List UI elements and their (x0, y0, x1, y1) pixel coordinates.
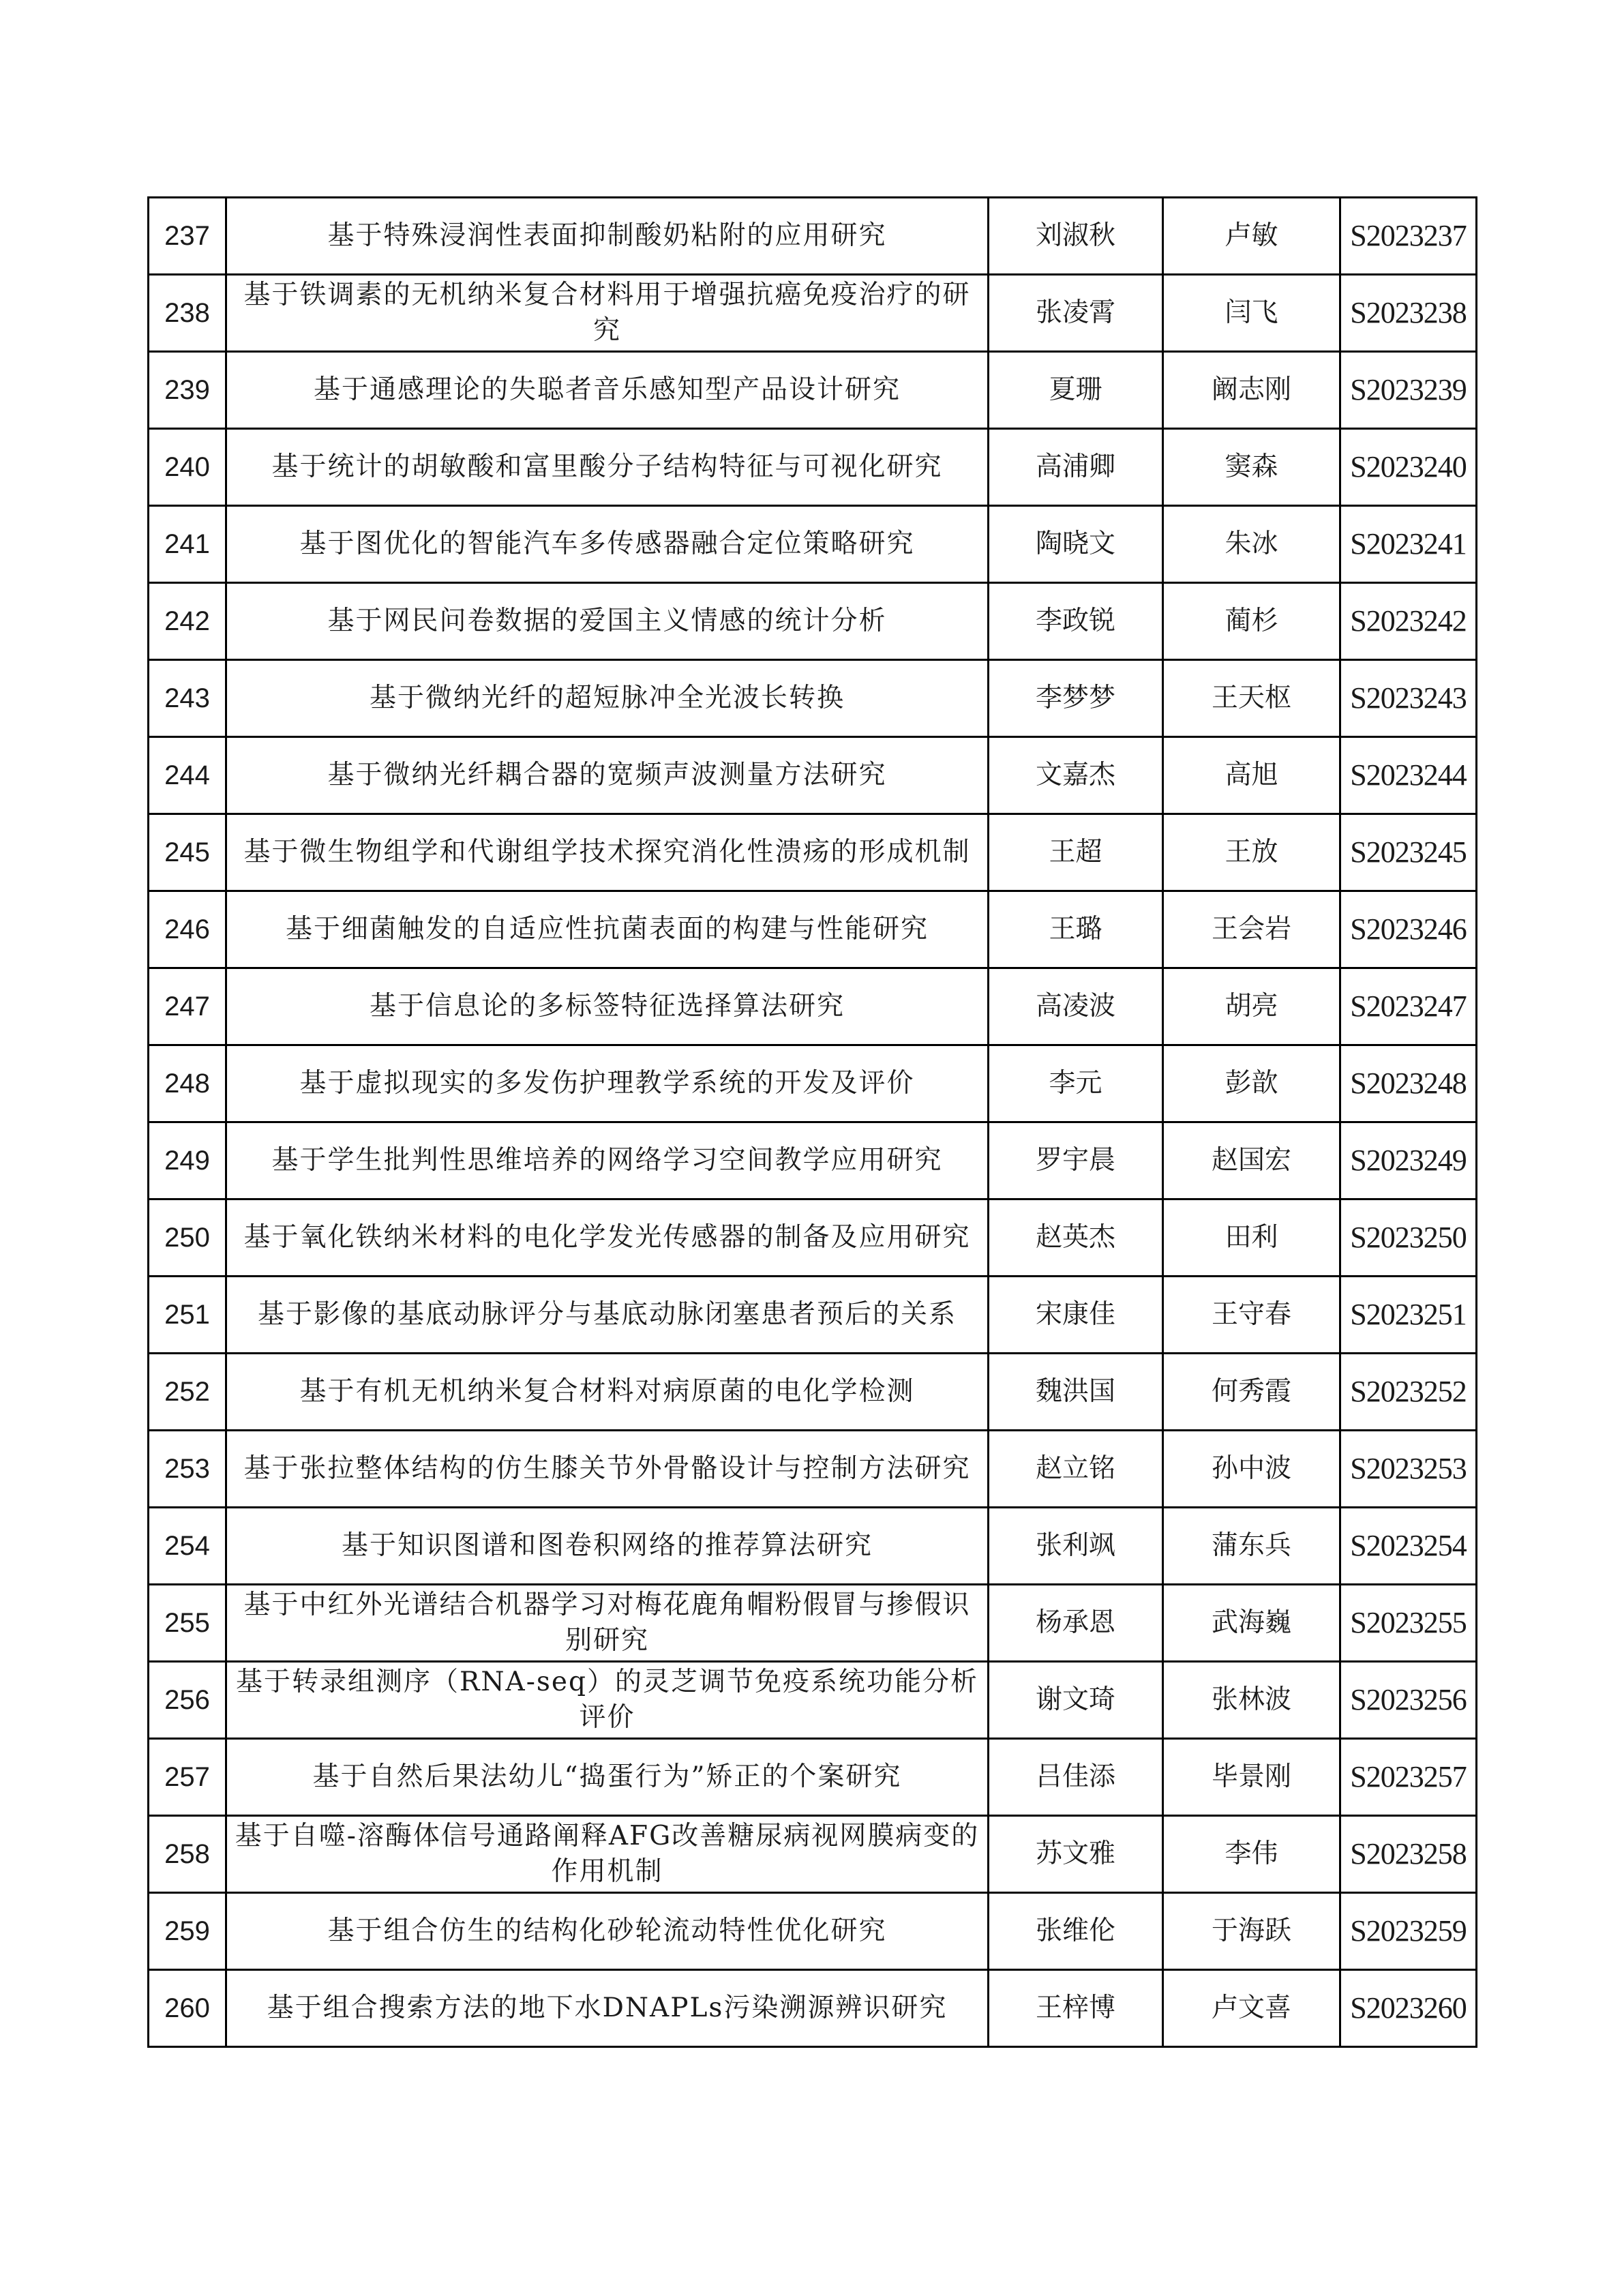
project-title: 基于有机无机纳米复合材料对病原菌的电化学检测 (226, 1354, 989, 1431)
project-title: 基于转录组测序（RNA-seq）的灵芝调节免疫系统功能分析评价 (226, 1662, 989, 1739)
advisor-name: 胡亮 (1163, 968, 1340, 1045)
project-title: 基于图优化的智能汽车多传感器融合定位策略研究 (226, 506, 989, 583)
row-number: 249 (149, 1122, 226, 1199)
project-title: 基于通感理论的失聪者音乐感知型产品设计研究 (226, 352, 989, 429)
table-row (149, 1508, 1477, 1585)
table-row (149, 660, 1477, 737)
table-row (149, 1122, 1477, 1199)
project-leader: 夏珊 (989, 352, 1163, 429)
project-title: 基于中红外光谱结合机器学习对梅花鹿角帽粉假冒与掺假识别研究 (226, 1585, 989, 1662)
table-row (149, 814, 1477, 891)
project-code: S2023241 (1340, 506, 1477, 583)
project-leader: 张维伦 (989, 1893, 1163, 1970)
project-code: S2023260 (1340, 1970, 1477, 2047)
project-title: 基于细菌触发的自适应性抗菌表面的构建与性能研究 (226, 891, 989, 968)
row-number: 258 (149, 1816, 226, 1893)
row-number: 250 (149, 1199, 226, 1277)
project-list-table (147, 196, 1477, 2048)
project-leader: 李梦梦 (989, 660, 1163, 737)
row-number: 255 (149, 1585, 226, 1662)
advisor-name: 窦森 (1163, 429, 1340, 506)
row-number: 251 (149, 1277, 226, 1354)
project-leader: 王超 (989, 814, 1163, 891)
table-row (149, 429, 1477, 506)
project-leader: 魏洪国 (989, 1354, 1163, 1431)
project-code: S2023246 (1340, 891, 1477, 968)
advisor-name: 于海跃 (1163, 1893, 1340, 1970)
project-code: S2023257 (1340, 1739, 1477, 1816)
project-title: 基于微纳光纤耦合器的宽频声波测量方法研究 (226, 737, 989, 814)
project-leader: 高浦卿 (989, 429, 1163, 506)
project-code: S2023250 (1340, 1199, 1477, 1277)
project-title: 基于铁调素的无机纳米复合材料用于增强抗癌免疫治疗的研究 (226, 275, 989, 352)
project-leader: 李元 (989, 1045, 1163, 1122)
table-row (149, 1585, 1477, 1662)
advisor-name: 阚志刚 (1163, 352, 1340, 429)
row-number: 256 (149, 1662, 226, 1739)
project-leader: 宋康佳 (989, 1277, 1163, 1354)
project-leader: 赵立铭 (989, 1431, 1163, 1508)
advisor-name: 高旭 (1163, 737, 1340, 814)
project-title: 基于信息论的多标签特征选择算法研究 (226, 968, 989, 1045)
table-row (149, 198, 1477, 275)
project-title: 基于组合仿生的结构化砂轮流动特性优化研究 (226, 1893, 989, 1970)
project-title: 基于组合搜索方法的地下水DNAPLs污染溯源辨识研究 (226, 1970, 989, 2047)
advisor-name: 彭歆 (1163, 1045, 1340, 1122)
advisor-name: 蔺杉 (1163, 583, 1340, 660)
row-number: 247 (149, 968, 226, 1045)
project-title: 基于网民问卷数据的爱国主义情感的统计分析 (226, 583, 989, 660)
project-leader: 杨承恩 (989, 1585, 1163, 1662)
row-number: 241 (149, 506, 226, 583)
project-leader: 刘淑秋 (989, 198, 1163, 275)
advisor-name: 毕景刚 (1163, 1739, 1340, 1816)
project-leader: 苏文雅 (989, 1816, 1163, 1893)
advisor-name: 王天枢 (1163, 660, 1340, 737)
row-number: 254 (149, 1508, 226, 1585)
project-code: S2023252 (1340, 1354, 1477, 1431)
project-code: S2023244 (1340, 737, 1477, 814)
row-number: 239 (149, 352, 226, 429)
row-number: 242 (149, 583, 226, 660)
project-title: 基于微生物组学和代谢组学技术探究消化性溃疡的形成机制 (226, 814, 989, 891)
project-code: S2023253 (1340, 1431, 1477, 1508)
project-code: S2023240 (1340, 429, 1477, 506)
row-number: 253 (149, 1431, 226, 1508)
row-number: 248 (149, 1045, 226, 1122)
row-number: 252 (149, 1354, 226, 1431)
project-code: S2023251 (1340, 1277, 1477, 1354)
project-title: 基于自然后果法幼儿“捣蛋行为”矫正的个案研究 (226, 1739, 989, 1816)
row-number: 240 (149, 429, 226, 506)
advisor-name: 卢敏 (1163, 198, 1340, 275)
project-leader: 文嘉杰 (989, 737, 1163, 814)
advisor-name: 张林波 (1163, 1662, 1340, 1739)
row-number: 246 (149, 891, 226, 968)
advisor-name: 武海巍 (1163, 1585, 1340, 1662)
project-code: S2023239 (1340, 352, 1477, 429)
advisor-name: 李伟 (1163, 1816, 1340, 1893)
table-row (149, 1354, 1477, 1431)
project-title: 基于特殊浸润性表面抑制酸奶粘附的应用研究 (226, 198, 989, 275)
table-row (149, 1970, 1477, 2047)
project-leader: 王璐 (989, 891, 1163, 968)
table-row (149, 352, 1477, 429)
table-row (149, 1739, 1477, 1816)
table-row (149, 1277, 1477, 1354)
project-title: 基于知识图谱和图卷积网络的推荐算法研究 (226, 1508, 989, 1585)
project-title: 基于学生批判性思维培养的网络学习空间教学应用研究 (226, 1122, 989, 1199)
project-title: 基于氧化铁纳米材料的电化学发光传感器的制备及应用研究 (226, 1199, 989, 1277)
project-title: 基于统计的胡敏酸和富里酸分子结构特征与可视化研究 (226, 429, 989, 506)
row-number: 257 (149, 1739, 226, 1816)
project-code: S2023245 (1340, 814, 1477, 891)
project-title: 基于虚拟现实的多发伤护理教学系统的开发及评价 (226, 1045, 989, 1122)
project-leader: 李政锐 (989, 583, 1163, 660)
row-number: 244 (149, 737, 226, 814)
row-number: 259 (149, 1893, 226, 1970)
advisor-name: 王会岩 (1163, 891, 1340, 968)
project-code: S2023258 (1340, 1816, 1477, 1893)
project-code: S2023248 (1340, 1045, 1477, 1122)
project-title: 基于自噬-溶酶体信号通路阐释AFG改善糖尿病视网膜病变的作用机制 (226, 1816, 989, 1893)
project-code: S2023242 (1340, 583, 1477, 660)
project-code: S2023243 (1340, 660, 1477, 737)
project-leader: 张利飒 (989, 1508, 1163, 1585)
project-leader: 高凌波 (989, 968, 1163, 1045)
project-title: 基于张拉整体结构的仿生膝关节外骨骼设计与控制方法研究 (226, 1431, 989, 1508)
advisor-name: 孙中波 (1163, 1431, 1340, 1508)
table-row (149, 506, 1477, 583)
project-leader: 谢文琦 (989, 1662, 1163, 1739)
table-row (149, 1045, 1477, 1122)
table-row (149, 1816, 1477, 1893)
table-row (149, 583, 1477, 660)
advisor-name: 卢文喜 (1163, 1970, 1340, 2047)
table-row (149, 1893, 1477, 1970)
advisor-name: 闫飞 (1163, 275, 1340, 352)
table-row (149, 891, 1477, 968)
project-title: 基于影像的基底动脉评分与基底动脉闭塞患者预后的关系 (226, 1277, 989, 1354)
row-number: 260 (149, 1970, 226, 2047)
project-code: S2023256 (1340, 1662, 1477, 1739)
advisor-name: 王放 (1163, 814, 1340, 891)
advisor-name: 王守春 (1163, 1277, 1340, 1354)
advisor-name: 何秀霞 (1163, 1354, 1340, 1431)
project-leader: 吕佳添 (989, 1739, 1163, 1816)
project-code: S2023249 (1340, 1122, 1477, 1199)
row-number: 243 (149, 660, 226, 737)
project-leader: 罗宇晨 (989, 1122, 1163, 1199)
project-leader: 王梓博 (989, 1970, 1163, 2047)
project-code: S2023254 (1340, 1508, 1477, 1585)
project-leader: 陶晓文 (989, 506, 1163, 583)
table-row (149, 1431, 1477, 1508)
row-number: 237 (149, 198, 226, 275)
project-leader: 赵英杰 (989, 1199, 1163, 1277)
project-leader: 张凌霄 (989, 275, 1163, 352)
table-body (149, 198, 1477, 2047)
row-number: 238 (149, 275, 226, 352)
table-row (149, 968, 1477, 1045)
project-code: S2023259 (1340, 1893, 1477, 1970)
project-code: S2023247 (1340, 968, 1477, 1045)
row-number: 245 (149, 814, 226, 891)
project-code: S2023238 (1340, 275, 1477, 352)
advisor-name: 赵国宏 (1163, 1122, 1340, 1199)
table-row (149, 275, 1477, 352)
project-code: S2023255 (1340, 1585, 1477, 1662)
table-row (149, 1199, 1477, 1277)
project-code: S2023237 (1340, 198, 1477, 275)
table-row (149, 1662, 1477, 1739)
advisor-name: 朱冰 (1163, 506, 1340, 583)
table-row (149, 737, 1477, 814)
advisor-name: 田利 (1163, 1199, 1340, 1277)
project-title: 基于微纳光纤的超短脉冲全光波长转换 (226, 660, 989, 737)
advisor-name: 蒲东兵 (1163, 1508, 1340, 1585)
